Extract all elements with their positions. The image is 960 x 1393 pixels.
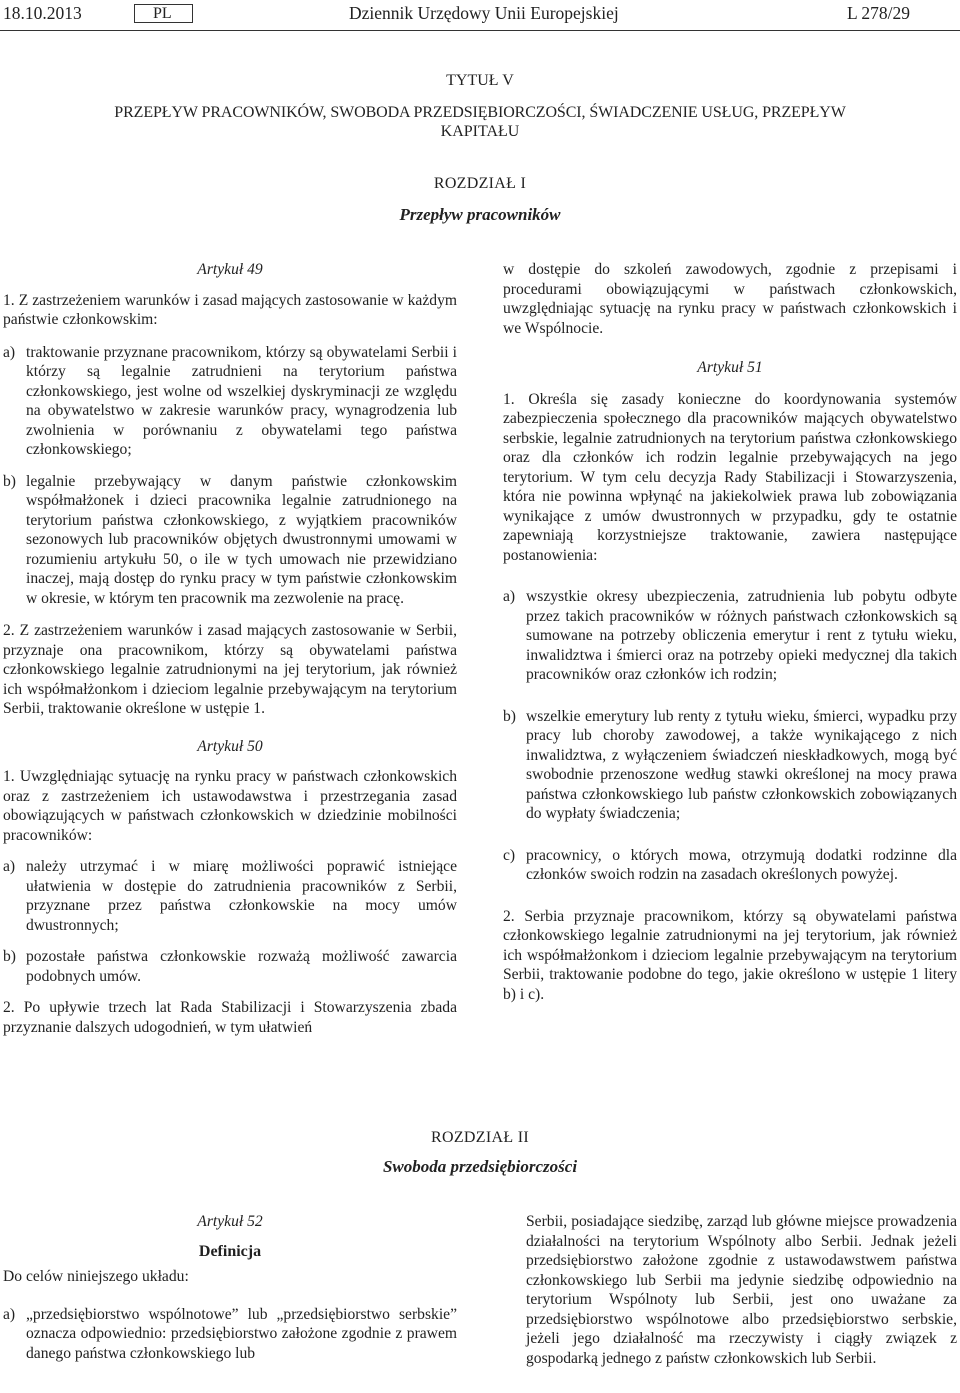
article-49-heading: Artykuł 49	[197, 261, 263, 278]
list-text: „przedsiębiorstwo wspólnotowe” lub „przedsiębiorstwo serbskie” oznacza odpowiednio: przedsiębiorstwo założone zgodnie z prawem danego państwa członkowskiego lub	[26, 1305, 457, 1362]
list-letter: a)	[3, 858, 16, 875]
art52-item-a	[3, 1305, 457, 1364]
list-text: legalnie przebywający w danym państwie członkowskim współmałżonek i dzieci pracownika legalnie zatrudnionego na terytorium państwa członkowskiego, z wyjątkiem pracowników sezonowych lub pracowników objętych dwustronnymi umowami w rozumieniu artykułu 50, o ile w tych umowach nie przewidziano inaczej, mają dostęp do rynku pracy w tym państwie członkowskim w okresie, w którym ten pracownik ma zezwolenie na pracę.	[26, 472, 457, 607]
title-label: TYTUŁ V	[446, 72, 514, 89]
list-text: pozostałe państwa członkowskie rozważą możliwość zawarcia podobnych umów.	[26, 948, 457, 985]
list-letter: c)	[503, 846, 516, 864]
list-text: wszystkie okresy ubezpieczenia, zatrudnienia lub pobytu odbyte przez takich pracowników w różnych państwach członkowskich są sumowane na potrzeby obliczenia emerytur i rent z tytułu wieku, inwalidztwa i śmierci oraz na potrzeby opieki medycznej dla takich pracowników oraz członków ich rodzin;	[526, 588, 957, 683]
art50-item-b	[3, 947, 457, 986]
chapter-2-label: ROZDZIAŁ II	[431, 1129, 529, 1146]
list-text: pracownicy, o których mowa, otrzymują dodatki rodzinne dla członków swoich rodzin na zasadach określonych powyżej.	[526, 846, 957, 883]
art50-item-a	[3, 857, 457, 935]
art49-item-b	[3, 472, 457, 609]
art51-item-c	[503, 846, 957, 885]
article-50-heading: Artykuł 50	[197, 737, 263, 755]
article-51-heading: Artykuł 51	[697, 359, 763, 376]
art51-item-b	[503, 707, 957, 824]
art52-item-a-continued: Serbii, posiadające siedzibę, zarząd lub główne miejsce prowadzenia działalności na terytorium Wspólnoty albo Serbii. Jednak jeżeli przedsiębiorstwo założone zgodnie z ustawodawstwem państwa członkowskiego lub Serbii ma jedynie siedzibę odpowiednio na terytorium Wspólnoty lub Serbii, jest ono uważane za przedsiębiorstwo wspólnotowe albo przedsiębiorstwo serbskie, jeżeli jego działalność ma rzeczywisty i ciągły związek z gospodarką jednego z państw członkowskich lub Serbii.	[526, 1213, 957, 1367]
art50-paragraph-2-continued: w dostępie do szkoleń zawodowych, zgodnie z przepisami i procedurami obowiązującymi w państwach członkowskich, uwzględniając sytuację na rynku pracy w państwach członkowskich i we Wspólnocie.	[503, 261, 957, 337]
language-badge: PL	[134, 4, 193, 23]
article-52-heading: Artykuł 52	[197, 1213, 263, 1230]
art50-paragraph-2: 2. Po upływie trzech lat Rada Stabilizacji i Stowarzyszenia zbada przyznanie dalszych udogodnień, w tym ułatwień	[3, 999, 457, 1036]
chapter-1-label: ROZDZIAŁ I	[433, 175, 527, 192]
art51-paragraph-1: 1. Określa się zasady konieczne do koordynowania systemów zabezpieczenia społecznego dla pracowników mających obywatelstwo serbskie, legalnie zatrudnionych na terytorium państwa członkowskiego oraz dla członków ich rodzin legalnie przebywających na jego terytorium. W tym celu decyzja Rady Stabilizacji i Stowarzyszenia, która nie powinna wpłynąć na jakiekolwiek prawa lub zobowiązania wynikające z umów dwustronnych w przypadku, gdy te ostatnie zapewniają korzystniejsze traktowanie, zawiera następujące postanowienia:	[503, 390, 957, 564]
right-column	[503, 260, 957, 1004]
list-text: traktowanie przyznane pracownikom, którzy są obywatelami Serbii i którzy są legalnie zatrudnieni na terytorium państwa członkowskiego, jest wolne od wszelkiej dyskryminacji ze względu na obywatelstwo w zakresie warunków pracy, wynagrodzenia lub zwolnienia w porównaniu z obywatelami tego państwa członkowskiego;	[26, 343, 457, 458]
article-52-subheading: Definicja	[198, 1242, 262, 1260]
list-letter: a)	[3, 343, 16, 361]
art49-paragraph-2: 2. Z zastrzeżeniem warunków i zasad mających zastosowanie w Serbii, przyznaje ona pracownikom, którzy są obywatelami państwa członkowskiego legalnie zatrudnionymi na jej terytorium, jak również ich współmałżonkom i dzieciom legalnie przebywającym na terytorium Serbii, traktowanie określone w ustępie 1.	[3, 622, 457, 717]
list-text: należy utrzymać i w miarę możliwości poprawić istniejące ułatwienia w dostępie do zatrudnienia pracowników z Serbii, przyznane przez państwa członkowskie na mocy umów dwustronnych;	[26, 858, 457, 934]
title-line-2: KAPITAŁU	[440, 123, 520, 140]
header-rule	[0, 30, 960, 31]
left-column	[3, 260, 457, 1037]
journal-title: Dziennik Urzędowy Unii Europejskiej	[349, 3, 619, 23]
art49-paragraph-1: 1. Z zastrzeżeniem warunków i zasad mających zastosowanie w każdym państwie członkowskim:	[3, 291, 457, 328]
journal-reference: L 278/29	[847, 3, 911, 23]
list-letter: b)	[3, 472, 16, 490]
chapter-1-name: Przepływ pracowników	[399, 205, 561, 224]
art51-paragraph-2: 2. Serbia przyznaje pracownikom, którzy są obywatelami państwa członkowskiego legalnie zatrudnionymi na jej terytorium, jak również ich współmałżonkom i dzieciom legalnie przebywającym na terytorium Serbii, traktowanie podobne do tego, jakie określono w ustępie 1 litery b) i c).	[503, 907, 957, 1003]
chapter-2-name: Swoboda przedsiębiorczości	[382, 1157, 578, 1176]
art50-paragraph-1: 1. Uwzględniając sytuację na rynku pracy w państwach członkowskich oraz z zastrzeżeniem ich ustawodawstwa i przestrzegania zasad obowiązujących w państwach członkowskich w dziedzinie mobilności pracowników:	[3, 768, 457, 844]
art49-item-a	[3, 343, 457, 460]
art51-item-a	[503, 587, 957, 685]
list-letter: b)	[3, 948, 16, 965]
art52-left-column	[3, 1212, 457, 1363]
art52-right-column	[526, 1212, 957, 1368]
list-letter: b)	[503, 707, 516, 725]
art52-intro: Do celów niniejszego układu:	[3, 1268, 189, 1285]
list-text: wszelkie emerytury lub renty z tytułu wieku, śmierci, wypadku przy pracy lub choroby zawodowej, a także wynikającego z nich inwalidztwa, z wyłączeniem świadczeń nieskładkowych, mogą być swobodnie przenoszone według stawki określonej na mocy prawa państwa członkowskiego lub państw członkowskich zobowiązanych do wypłaty świadczenia;	[526, 707, 957, 822]
publication-date: 18.10.2013	[3, 3, 82, 23]
list-letter: a)	[503, 588, 516, 605]
list-letter: a)	[3, 1305, 16, 1323]
title-line-1: PRZEPŁYW PRACOWNIKÓW, SWOBODA PRZEDSIĘBIORCZOŚCI, ŚWIADCZENIE USŁUG, PRZEPŁYW	[114, 104, 846, 121]
